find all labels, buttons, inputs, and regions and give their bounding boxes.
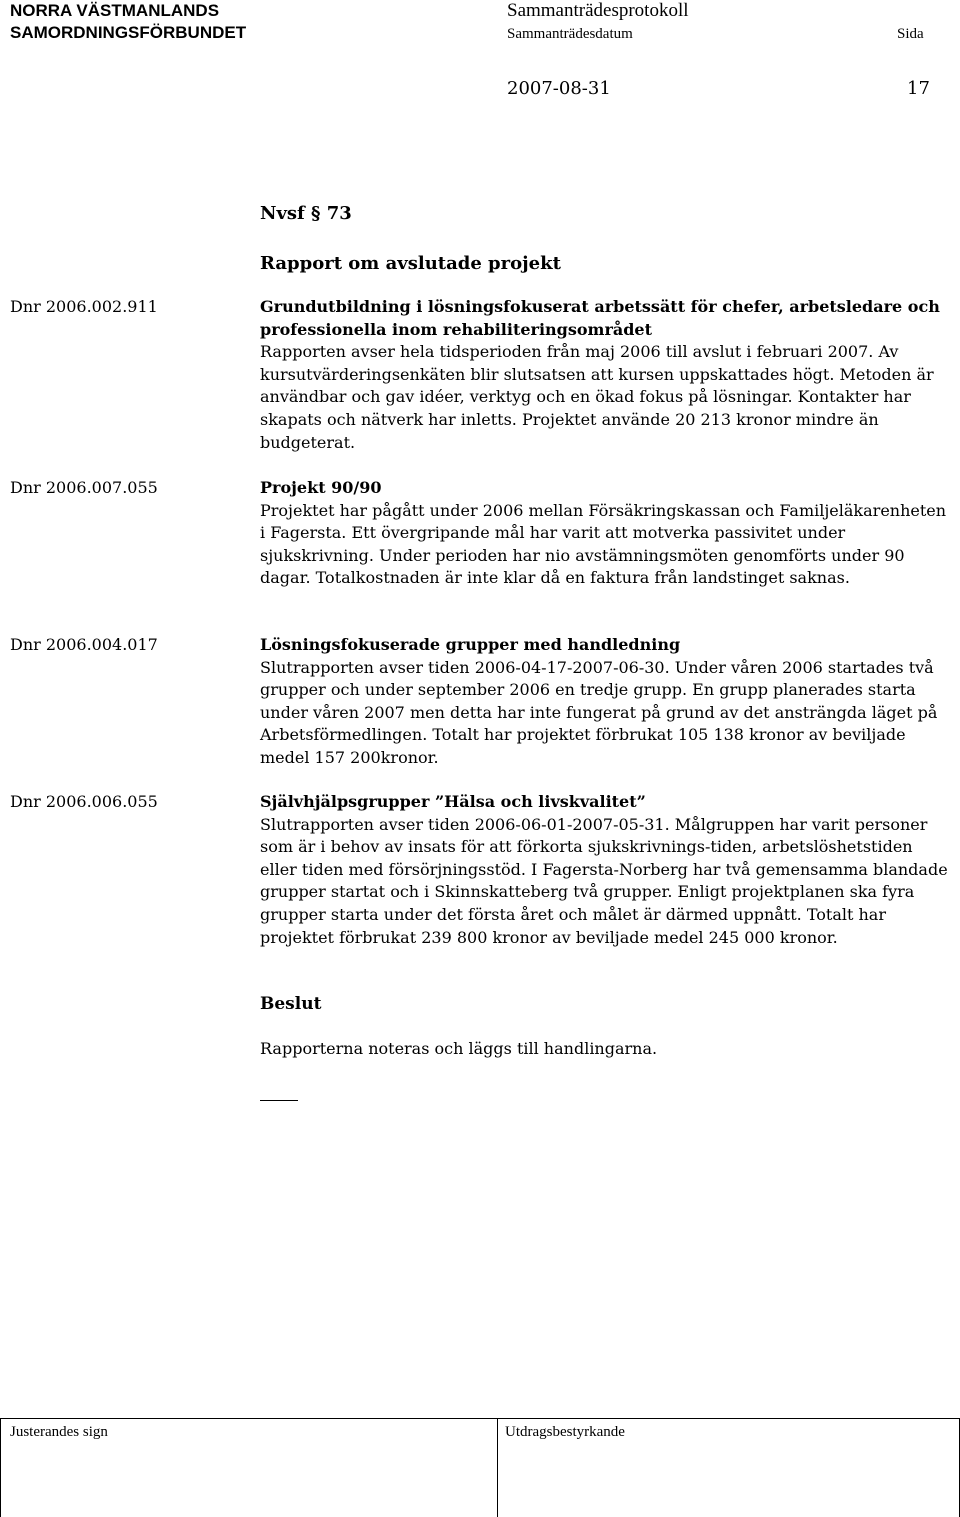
project-title: Självhjälpsgrupper ”Hälsa och livskvalitet”	[260, 792, 646, 811]
project-dnr: Dnr 2006.007.055	[10, 478, 158, 497]
page-label: Sida	[897, 26, 924, 42]
project-text: Slutrapporten avser tiden 2006-06-01-2007-05-31. Målgruppen har varit personer som är i behov av insats för att förkorta sjukskrivnings-tiden, arbetslöshetstiden eller tiden med försörjningsstöd. I Fagersta-Norberg har två gemensamma blandade grupper startat och i Skinnskatteberg två grupper. Enligt projektplanen ska fyra grupper starta under det första året och målet är därmed uppnått. Totalt har projektet förbrukat 239 800 kronor av beviljade medel 245 000 kronor.	[260, 814, 948, 947]
project-dnr: Dnr 2006.004.017	[10, 635, 158, 654]
project-title: Projekt 90/90	[260, 478, 382, 497]
org-name-line2: SAMORDNINGSFÖRBUNDET	[10, 23, 247, 42]
project-block	[260, 634, 950, 770]
section-number: Nvsf § 73	[260, 203, 352, 224]
footer-border-left	[0, 1418, 1, 1517]
org-name-line1: NORRA VÄSTMANLANDS	[10, 1, 220, 20]
page-number: 17	[907, 78, 930, 99]
project-text: Projektet har pågått under 2006 mellan Försäkringskassan och Familjeläkarenheten i Fagersta. Ett övergripande mål har varit att motverka passivitet under sjukskrivning. Under perioden har nio avstämningsmöten genomförts under 90 dagar. Totalkostnaden är inte klar då en faktura från landstinget saknas.	[260, 500, 947, 588]
project-text: Slutrapporten avser tiden 2006-04-17-2007-06-30. Under våren 2006 startades två grupper och under september 2006 en tredje grupp. En grupp planerades starta under våren 2007 men detta har inte fungerat på grund av det ansträngda läget på Arbetsförmedlingen. Totalt har projektet förbrukat 105 138 kronor av beviljade medel 157 200kronor.	[260, 657, 938, 767]
project-dnr: Dnr 2006.006.055	[10, 792, 158, 811]
section-title: Rapport om avslutade projekt	[260, 253, 561, 274]
project-title: Lösningsfokuserade grupper med handledning	[260, 635, 681, 654]
project-block	[260, 296, 950, 454]
meeting-date: 2007-08-31	[507, 78, 611, 99]
decision-heading: Beslut	[260, 994, 322, 1014]
project-text: Rapporten avser hela tidsperioden från maj 2006 till avslut i februari 2007. Av kursutvärderingsenkäten blir slutsatsen att kursen uppskattades högt. Metoden är användbar och gav idéer, verktyg och en ökad fokus på lösningar. Kontakter har skapats och nätverk har inletts. Projektet använde 20 213 kronor mindre än budgeterat.	[260, 342, 934, 452]
project-block	[260, 791, 950, 949]
project-title: Grundutbildning i lösningsfokuserat arbetssätt för chefer, arbetsledare och professionella inom rehabiliteringsområdet	[260, 297, 940, 339]
footer-divider	[0, 1418, 960, 1419]
end-rule	[260, 1100, 298, 1101]
project-block	[260, 477, 950, 590]
extract-label: Utdragsbestyrkande	[505, 1424, 625, 1440]
decision-text: Rapporterna noteras och läggs till handlingarna.	[260, 1039, 658, 1058]
document-type: Sammanträdesprotokoll	[507, 0, 689, 21]
meeting-date-label: Sammanträdesdatum	[507, 26, 633, 42]
project-dnr: Dnr 2006.002.911	[10, 297, 158, 316]
signature-label: Justerandes sign	[10, 1424, 108, 1440]
footer-border-middle	[497, 1418, 498, 1517]
